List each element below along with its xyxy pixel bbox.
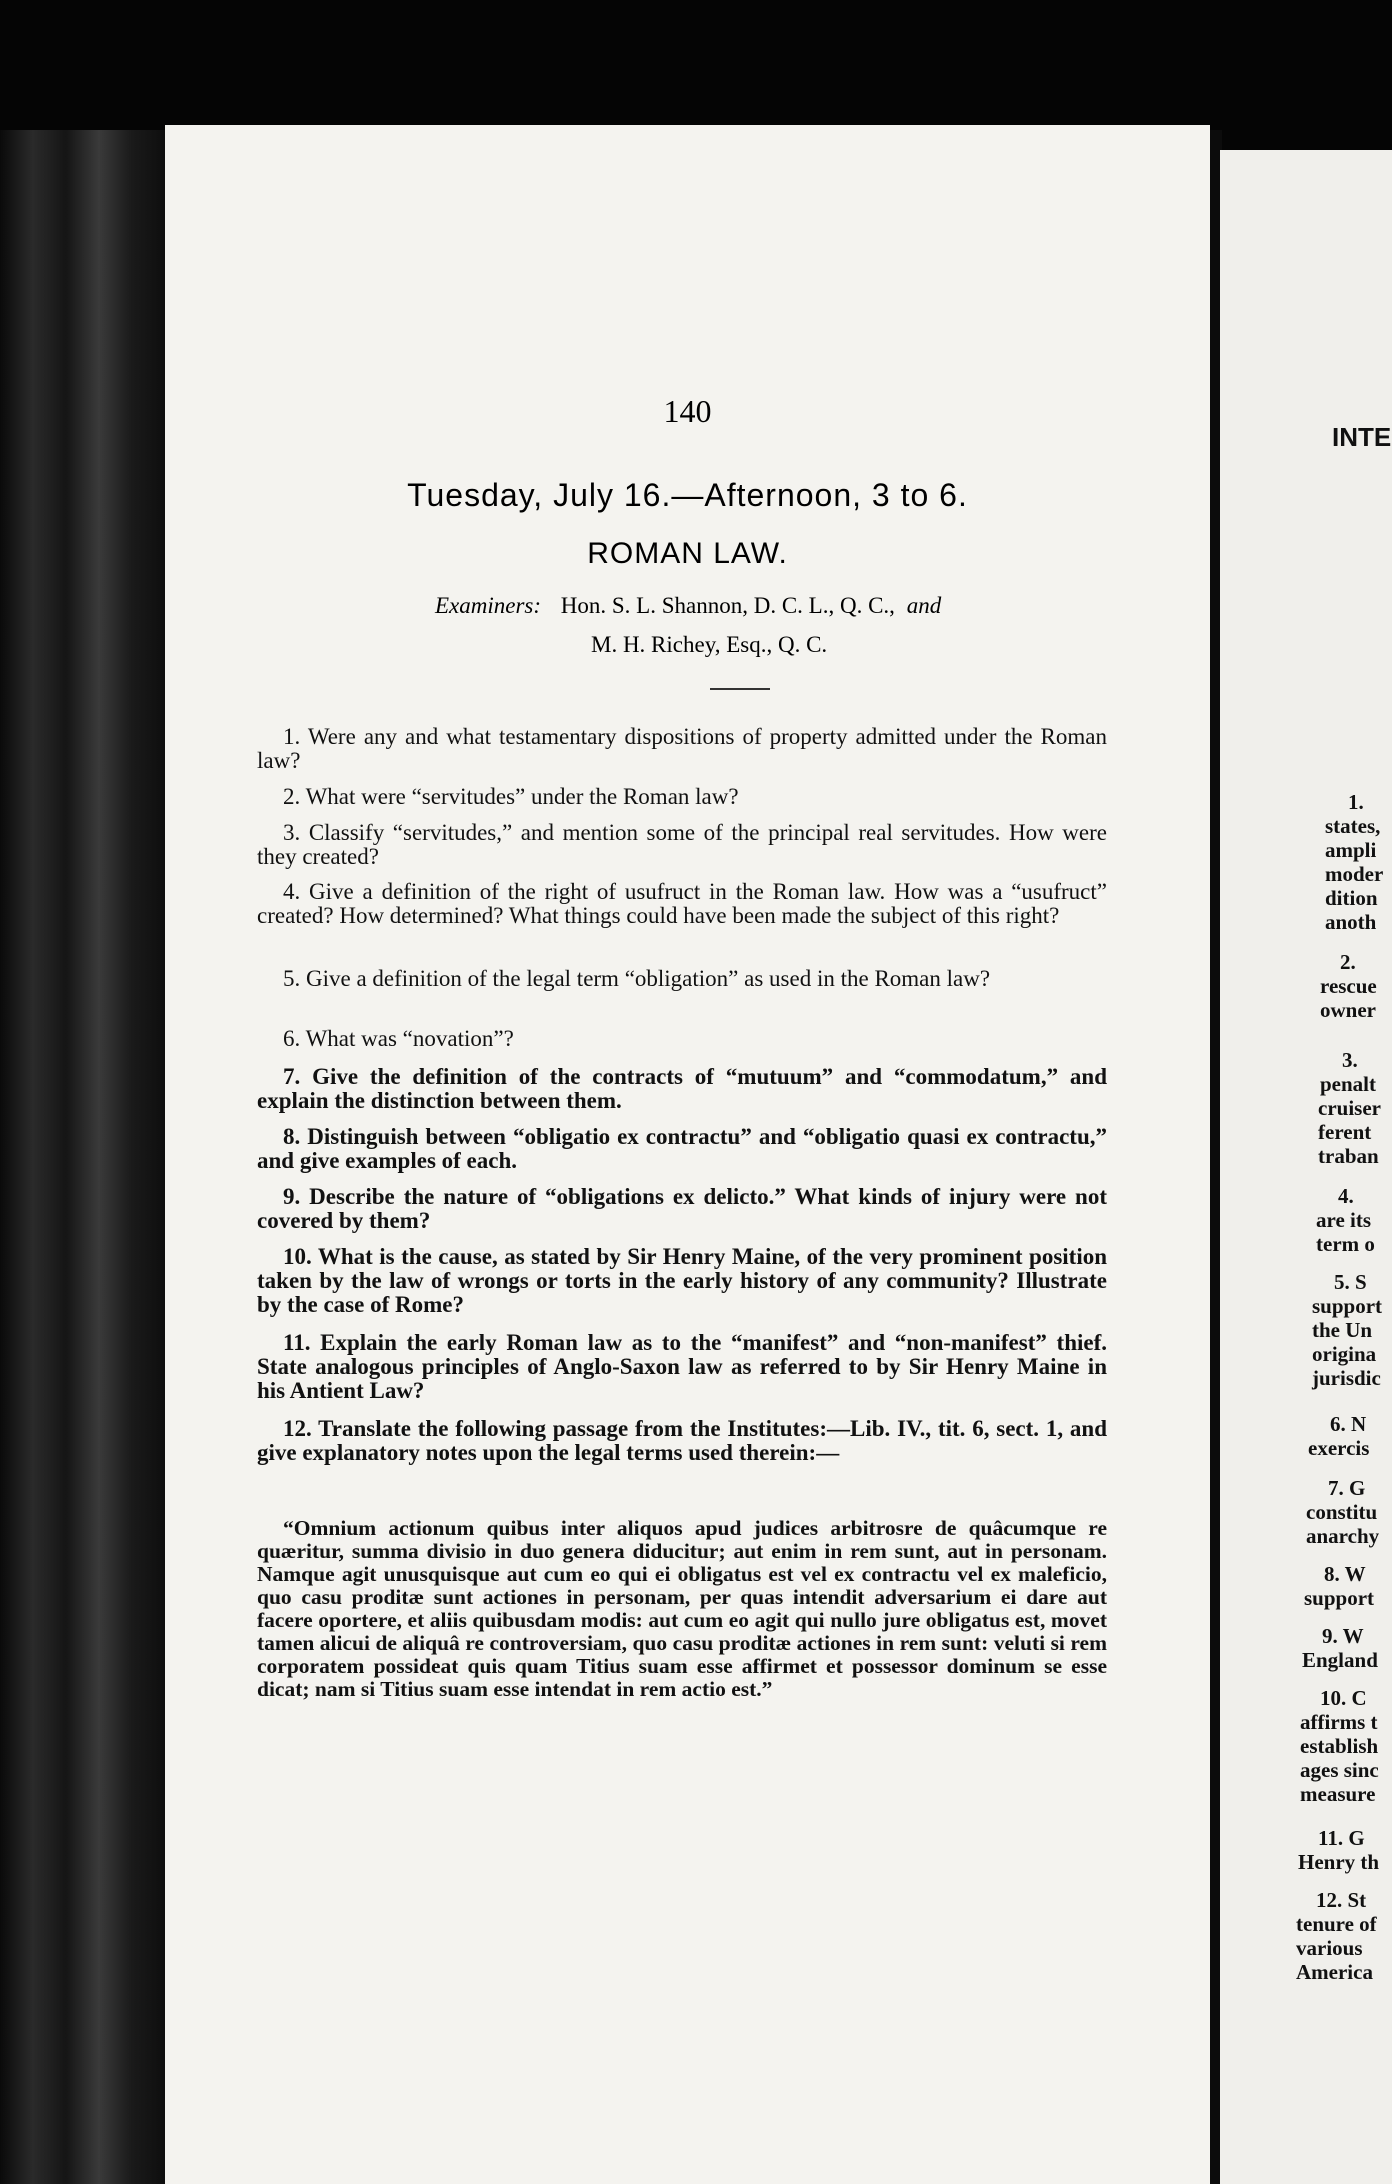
adjacent-line: 8. W [1324, 1562, 1366, 1586]
adjacent-line: exercis [1308, 1436, 1370, 1460]
adjacent-page [1220, 150, 1392, 2184]
adjacent-line: cruiser [1318, 1096, 1381, 1120]
adjacent-line: are its [1316, 1208, 1372, 1232]
adjacent-line: ferent [1318, 1120, 1372, 1144]
adjacent-line: 7. G [1328, 1476, 1366, 1500]
examiners-label: Examiners: [435, 593, 542, 618]
question-7: 7. Give the definition of the contracts of “mutuum” and “commodatum,” and explain the distinction between them. [257, 1064, 1107, 1113]
adjacent-line: rescue [1320, 974, 1377, 998]
adjacent-line: 1. [1348, 790, 1364, 814]
adjacent-line: owner [1320, 998, 1376, 1022]
subject-title: ROMAN LAW. [587, 537, 788, 570]
question-12: 12. Translate the following passage from the Institutes:—Lib. IV., tit. 6, sect. 1, and give explanatory notes upon the legal terms used therein:— [257, 1416, 1107, 1465]
adjacent-line: 11. G [1318, 1826, 1365, 1850]
adjacent-line: traban [1318, 1144, 1379, 1168]
divider-rule [710, 688, 770, 690]
adjacent-line: term o [1316, 1232, 1375, 1256]
question-11: 11. Explain the early Roman law as to the “manifest” and “non-manifest” thief. State analogous principles of Anglo-Saxon law as referred to by Sir Henry Maine in his Antient Law? [257, 1330, 1107, 1403]
examiner-2: M. H. Richey, Esq., Q. C. [591, 632, 828, 657]
adjacent-line: moder [1325, 862, 1384, 886]
adjacent-page-heading: INTE [1332, 422, 1392, 452]
examiners-line-1 [435, 593, 941, 619]
adjacent-line: measure [1300, 1782, 1376, 1806]
adjacent-line: the Un [1312, 1318, 1373, 1342]
adjacent-line: Henry th [1298, 1850, 1380, 1874]
adjacent-line: tenure of [1296, 1912, 1377, 1936]
adjacent-line: penalt [1320, 1072, 1377, 1096]
adjacent-line: origina [1312, 1342, 1377, 1366]
page-number: 140 [663, 393, 712, 429]
latin-passage: “Omnium actionum quibus inter aliquos apud judices arbitrosre de quâcumque re quæritur, summa divisio in duo genera diducitur; aut enim in rem sunt, aut in personam. Namque agit unusquisque aut cum eo qui ei obligatus est vel ex contractu vel ex maleficio, quo casu proditæ sunt actiones in personam, per quas intendit adversarium ei dare aut facere oportere, et aliis quibusdam modis: aut cum eo agit qui nullo jure obligatus est, movet tamen alicui de aliquâ re controversiam, quo casu proditæ actiones in rem sunt: veluti si rem corporatem possideat quis quam Titius suam esse affirmet et possessor dominum se esse dicat; nam si Titius suam esse intendat in rem actio est.” [257, 1516, 1107, 1701]
adjacent-line: 10. C [1320, 1686, 1367, 1710]
adjacent-line: jurisdic [1312, 1366, 1381, 1390]
question-8: 8. Distinguish between “obligatio ex contractu” and “obligatio quasi ex contractu,” and give examples of each. [257, 1124, 1107, 1173]
adjacent-line: various [1296, 1936, 1363, 1960]
adjacent-line: England [1302, 1648, 1378, 1672]
question-10: 10. What is the cause, as stated by Sir Henry Maine, of the very prominent position taken by the law of wrongs or torts in the early history of any community? Illustrate by the case of Rome? [257, 1244, 1107, 1317]
question-1: 1. Were any and what testamentary dispositions of property admitted under the Roman law? [257, 724, 1107, 773]
adjacent-line: ampli [1325, 838, 1377, 862]
question-2: 2. What were “servitudes” under the Roman law? [283, 784, 739, 809]
question-3: 3. Classify “servitudes,” and mention some of the principal real servitudes. How were they created? [257, 820, 1107, 869]
adjacent-line: 5. S [1334, 1270, 1367, 1294]
question-6: 6. What was “novation”? [283, 1026, 514, 1051]
adjacent-line: 6. N [1330, 1412, 1367, 1436]
question-4: 4. Give a definition of the right of usufruct in the Roman law. How was a “usufruct” created? How determined? What things could have been made the subject of this right? [257, 879, 1107, 928]
adjacent-line: anarchy [1306, 1524, 1380, 1548]
adjacent-line: ages sinc [1300, 1758, 1379, 1782]
adjacent-line: dition [1325, 886, 1378, 910]
question-5: 5. Give a definition of the legal term “obligation” as used in the Roman law? [283, 966, 991, 991]
adjacent-line: support [1312, 1294, 1383, 1318]
adjacent-line: establish [1300, 1734, 1379, 1758]
adjacent-line: 9. W [1322, 1624, 1364, 1648]
left-page [165, 125, 1210, 2184]
adjacent-line: 3. [1342, 1048, 1358, 1072]
adjacent-line: constitu [1306, 1500, 1378, 1524]
adjacent-line: affirms t [1300, 1710, 1378, 1734]
adjacent-line: states, [1325, 814, 1381, 838]
adjacent-line: support [1304, 1586, 1375, 1610]
session-heading: Tuesday, July 16.—Afternoon, 3 to 6. [407, 477, 968, 513]
adjacent-line: 12. St [1316, 1888, 1367, 1912]
adjacent-line: 4. [1338, 1184, 1354, 1208]
adjacent-line: 2. [1340, 950, 1356, 974]
examiner-1: Hon. S. L. Shannon, D. C. L., Q. C., [560, 593, 895, 618]
adjacent-line: America [1296, 1960, 1373, 1984]
question-9: 9. Describe the nature of “obligations ex delicto.” What kinds of injury were not covered by them? [257, 1184, 1107, 1233]
book-binding-edge [0, 130, 165, 2184]
adjacent-line: anoth [1325, 910, 1377, 934]
examiners-and: and [906, 593, 942, 618]
